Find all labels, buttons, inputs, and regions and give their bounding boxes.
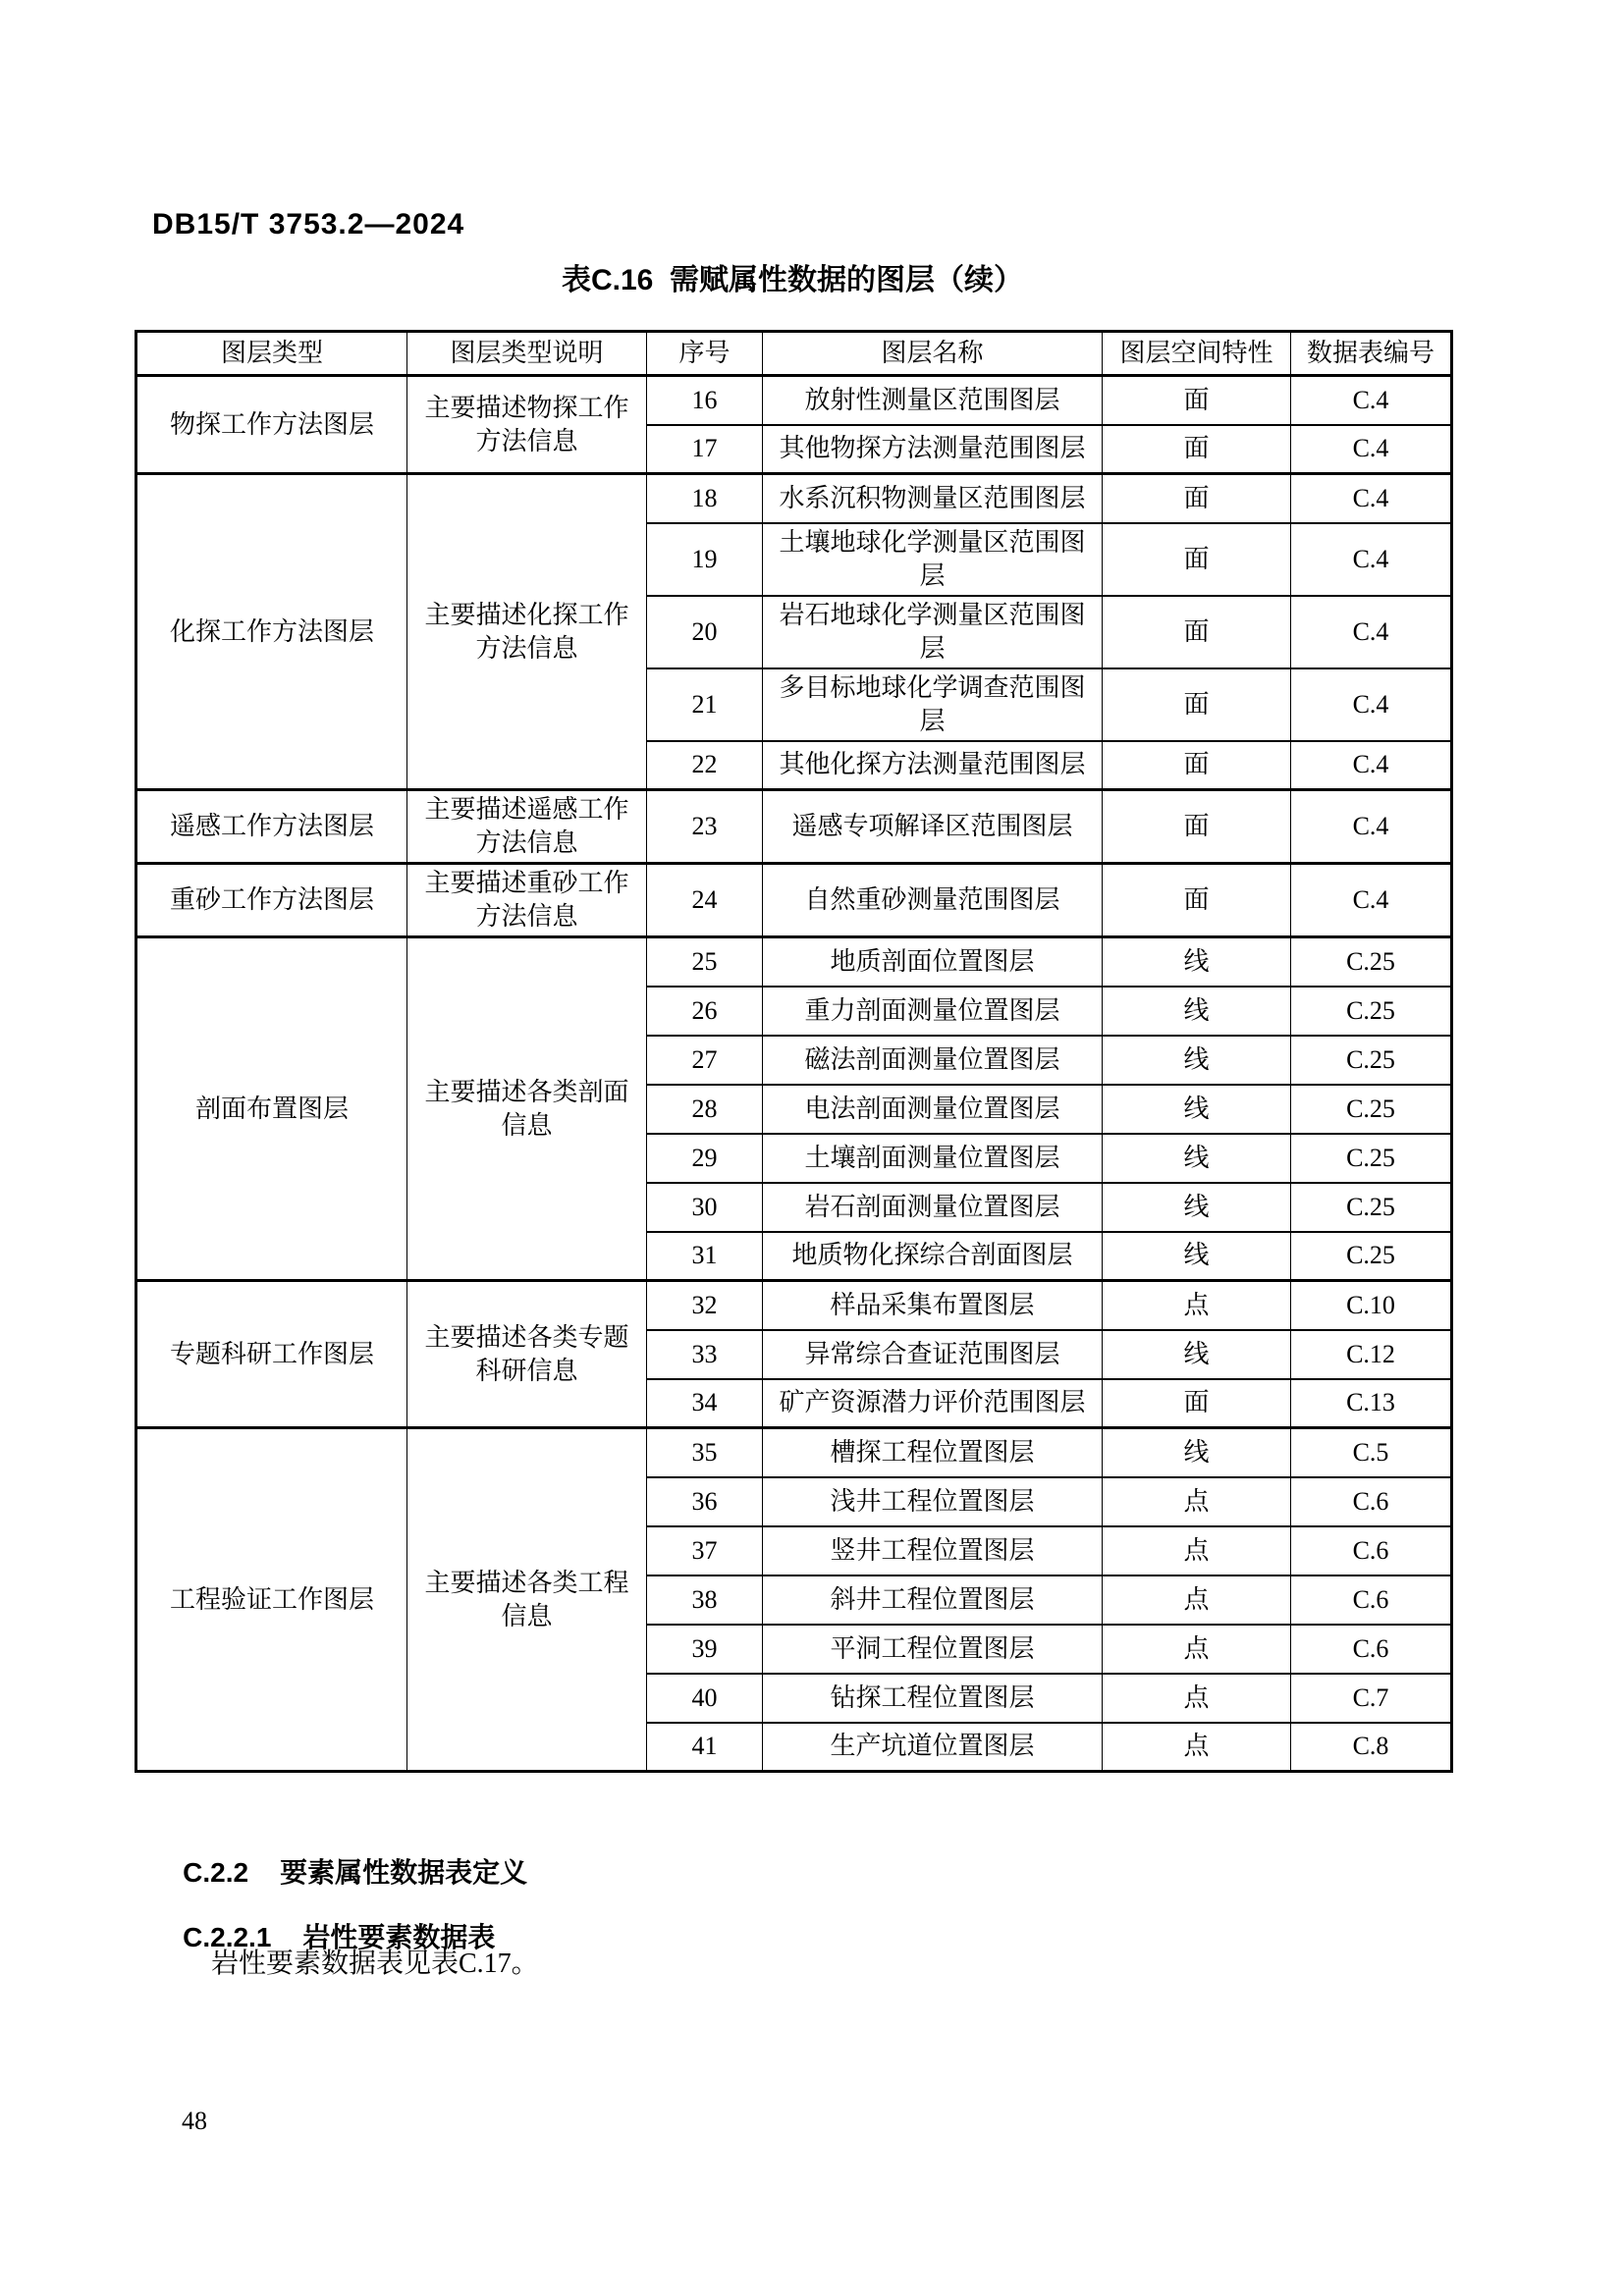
- cell-layer-name: 岩石地球化学测量区范围图层: [763, 596, 1103, 668]
- cell-layer-name: 浅井工程位置图层: [763, 1477, 1103, 1526]
- cell-serial-number: 17: [647, 425, 763, 474]
- table-header: [136, 332, 1452, 376]
- cell-layer-type: 剖面布置图层: [136, 937, 407, 1281]
- cell-data-table-number: C.6: [1291, 1526, 1452, 1575]
- table-row: [136, 937, 1452, 987]
- cell-serial-number: 24: [647, 864, 763, 937]
- cell-data-table-number: C.4: [1291, 376, 1452, 425]
- table-header-row: [136, 332, 1452, 376]
- cell-spatial-characteristic: 面: [1103, 864, 1291, 937]
- cell-layer-name: 其他化探方法测量范围图层: [763, 741, 1103, 790]
- cell-layer-name: 生产坑道位置图层: [763, 1723, 1103, 1772]
- cell-serial-number: 19: [647, 523, 763, 596]
- cell-data-table-number: C.4: [1291, 425, 1452, 474]
- cell-spatial-characteristic: 线: [1103, 937, 1291, 987]
- cell-data-table-number: C.25: [1291, 937, 1452, 987]
- cell-serial-number: 22: [647, 741, 763, 790]
- cell-layer-name: 斜井工程位置图层: [763, 1575, 1103, 1625]
- cell-layer-type: 物探工作方法图层: [136, 376, 407, 474]
- cell-layer-name: 多目标地球化学调查范围图层: [763, 668, 1103, 741]
- section-number: C.2.2.1: [183, 1922, 272, 1952]
- cell-layer-name: 平洞工程位置图层: [763, 1625, 1103, 1674]
- cell-data-table-number: C.25: [1291, 987, 1452, 1036]
- cell-layer-type-description: 主要描述各类工程信息: [407, 1428, 647, 1772]
- cell-layer-name: 槽探工程位置图层: [763, 1428, 1103, 1477]
- cell-spatial-characteristic: 点: [1103, 1625, 1291, 1674]
- cell-layer-type: 重砂工作方法图层: [136, 864, 407, 937]
- cell-serial-number: 21: [647, 668, 763, 741]
- cell-serial-number: 40: [647, 1674, 763, 1723]
- cell-layer-name: 遥感专项解译区范围图层: [763, 790, 1103, 864]
- cell-data-table-number: C.7: [1291, 1674, 1452, 1723]
- cell-spatial-characteristic: 面: [1103, 596, 1291, 668]
- header-cell-5: 数据表编号: [1291, 332, 1452, 376]
- cell-spatial-characteristic: 点: [1103, 1526, 1291, 1575]
- page-number: 48: [182, 2107, 207, 2135]
- cell-layer-type-description: 主要描述化探工作方法信息: [407, 474, 647, 790]
- cell-data-table-number: C.13: [1291, 1379, 1452, 1428]
- cell-data-table-number: C.25: [1291, 1085, 1452, 1134]
- cell-layer-name: 样品采集布置图层: [763, 1281, 1103, 1330]
- header-cell-2: 序号: [647, 332, 763, 376]
- section-title: 要素属性数据表定义: [280, 1857, 528, 1888]
- cell-data-table-number: C.25: [1291, 1134, 1452, 1183]
- header-cell-3: 图层名称: [763, 332, 1103, 376]
- table-row: [136, 1428, 1452, 1477]
- cell-layer-name: 地质剖面位置图层: [763, 937, 1103, 987]
- cell-serial-number: 18: [647, 474, 763, 523]
- table-row: [136, 864, 1452, 937]
- section-title: 岩性要素数据表: [302, 1922, 496, 1952]
- cell-serial-number: 37: [647, 1526, 763, 1575]
- cell-serial-number: 35: [647, 1428, 763, 1477]
- cell-serial-number: 23: [647, 790, 763, 864]
- cell-data-table-number: C.4: [1291, 864, 1452, 937]
- cell-layer-type-description: 主要描述各类专题科研信息: [407, 1281, 647, 1428]
- cell-spatial-characteristic: 面: [1103, 523, 1291, 596]
- cell-data-table-number: C.25: [1291, 1232, 1452, 1281]
- cell-data-table-number: C.4: [1291, 596, 1452, 668]
- doc-number: DB15/T 3753.2—2024: [152, 208, 465, 240]
- cell-data-table-number: C.6: [1291, 1477, 1452, 1526]
- cell-data-table-number: C.4: [1291, 474, 1452, 523]
- cell-spatial-characteristic: 点: [1103, 1575, 1291, 1625]
- cell-spatial-characteristic: 面: [1103, 741, 1291, 790]
- cell-serial-number: 33: [647, 1330, 763, 1379]
- cell-serial-number: 39: [647, 1625, 763, 1674]
- cell-layer-name: 地质物化探综合剖面图层: [763, 1232, 1103, 1281]
- cell-layer-type: 遥感工作方法图层: [136, 790, 407, 864]
- cell-layer-type-description: 主要描述各类剖面信息: [407, 937, 647, 1281]
- cell-serial-number: 34: [647, 1379, 763, 1428]
- cell-serial-number: 30: [647, 1183, 763, 1232]
- cell-spatial-characteristic: 线: [1103, 1330, 1291, 1379]
- cell-data-table-number: C.4: [1291, 523, 1452, 596]
- cell-spatial-characteristic: 线: [1103, 1134, 1291, 1183]
- cell-serial-number: 32: [647, 1281, 763, 1330]
- cell-serial-number: 31: [647, 1232, 763, 1281]
- cell-data-table-number: C.25: [1291, 1183, 1452, 1232]
- cell-layer-name: 放射性测量区范围图层: [763, 376, 1103, 425]
- cell-layer-type: 专题科研工作图层: [136, 1281, 407, 1428]
- cell-data-table-number: C.12: [1291, 1330, 1452, 1379]
- cell-layer-name: 异常综合查证范围图层: [763, 1330, 1103, 1379]
- cell-serial-number: 25: [647, 937, 763, 987]
- cell-layer-name: 重力剖面测量位置图层: [763, 987, 1103, 1036]
- cell-spatial-characteristic: 点: [1103, 1674, 1291, 1723]
- cell-layer-name: 其他物探方法测量范围图层: [763, 425, 1103, 474]
- cell-spatial-characteristic: 线: [1103, 1085, 1291, 1134]
- table-title: 表C.16 需赋属性数据的图层（续）: [561, 264, 1024, 296]
- cell-data-table-number: C.4: [1291, 790, 1452, 864]
- cell-serial-number: 28: [647, 1085, 763, 1134]
- cell-layer-name: 矿产资源潜力评价范围图层: [763, 1379, 1103, 1428]
- cell-layer-name: 土壤剖面测量位置图层: [763, 1134, 1103, 1183]
- cell-layer-type: 化探工作方法图层: [136, 474, 407, 790]
- table-body: [136, 376, 1452, 1772]
- cell-spatial-characteristic: 面: [1103, 425, 1291, 474]
- cell-data-table-number: C.5: [1291, 1428, 1452, 1477]
- table-row: [136, 1281, 1452, 1330]
- cell-data-table-number: C.8: [1291, 1723, 1452, 1772]
- cell-serial-number: 27: [647, 1036, 763, 1085]
- cell-spatial-characteristic: 面: [1103, 376, 1291, 425]
- cell-data-table-number: C.4: [1291, 741, 1452, 790]
- cell-serial-number: 29: [647, 1134, 763, 1183]
- cell-layer-name: 钻探工程位置图层: [763, 1674, 1103, 1723]
- cell-serial-number: 38: [647, 1575, 763, 1625]
- cell-spatial-characteristic: 线: [1103, 1428, 1291, 1477]
- cell-spatial-characteristic: 线: [1103, 1036, 1291, 1085]
- cell-data-table-number: C.25: [1291, 1036, 1452, 1085]
- cell-spatial-characteristic: 点: [1103, 1281, 1291, 1330]
- cell-serial-number: 16: [647, 376, 763, 425]
- cell-serial-number: 36: [647, 1477, 763, 1526]
- cell-layer-name: 自然重砂测量范围图层: [763, 864, 1103, 937]
- cell-spatial-characteristic: 点: [1103, 1477, 1291, 1526]
- cell-data-table-number: C.10: [1291, 1281, 1452, 1330]
- cell-spatial-characteristic: 面: [1103, 668, 1291, 741]
- cell-data-table-number: C.4: [1291, 668, 1452, 741]
- cell-serial-number: 20: [647, 596, 763, 668]
- table-row: [136, 376, 1452, 425]
- cell-data-table-number: C.6: [1291, 1625, 1452, 1674]
- cell-spatial-characteristic: 点: [1103, 1723, 1291, 1772]
- cell-serial-number: 41: [647, 1723, 763, 1772]
- cell-spatial-characteristic: 面: [1103, 790, 1291, 864]
- header-cell-0: 图层类型: [136, 332, 407, 376]
- cell-layer-name: 竖井工程位置图层: [763, 1526, 1103, 1575]
- table-row: [136, 474, 1452, 523]
- cell-layer-name: 土壤地球化学测量区范围图层: [763, 523, 1103, 596]
- cell-layer-type: 工程验证工作图层: [136, 1428, 407, 1772]
- body-paragraph: 岩性要素数据表见表C.17。: [211, 1949, 539, 1979]
- cell-spatial-characteristic: 面: [1103, 474, 1291, 523]
- table-row: [136, 790, 1452, 864]
- cell-layer-type-description: 主要描述重砂工作方法信息: [407, 864, 647, 937]
- cell-layer-type-description: 主要描述物探工作方法信息: [407, 376, 647, 474]
- cell-data-table-number: C.6: [1291, 1575, 1452, 1625]
- cell-serial-number: 26: [647, 987, 763, 1036]
- cell-layer-name: 岩石剖面测量位置图层: [763, 1183, 1103, 1232]
- cell-layer-name: 电法剖面测量位置图层: [763, 1085, 1103, 1134]
- header-cell-4: 图层空间特性: [1103, 332, 1291, 376]
- cell-spatial-characteristic: 线: [1103, 1232, 1291, 1281]
- cell-layer-type-description: 主要描述遥感工作方法信息: [407, 790, 647, 864]
- header-cell-1: 图层类型说明: [407, 332, 647, 376]
- cell-spatial-characteristic: 面: [1103, 1379, 1291, 1428]
- section-number: C.2.2: [183, 1857, 249, 1888]
- cell-spatial-characteristic: 线: [1103, 1183, 1291, 1232]
- cell-layer-name: 水系沉积物测量区范围图层: [763, 474, 1103, 523]
- cell-layer-name: 磁法剖面测量位置图层: [763, 1036, 1103, 1085]
- layers-table: [135, 330, 1453, 1773]
- cell-spatial-characteristic: 线: [1103, 987, 1291, 1036]
